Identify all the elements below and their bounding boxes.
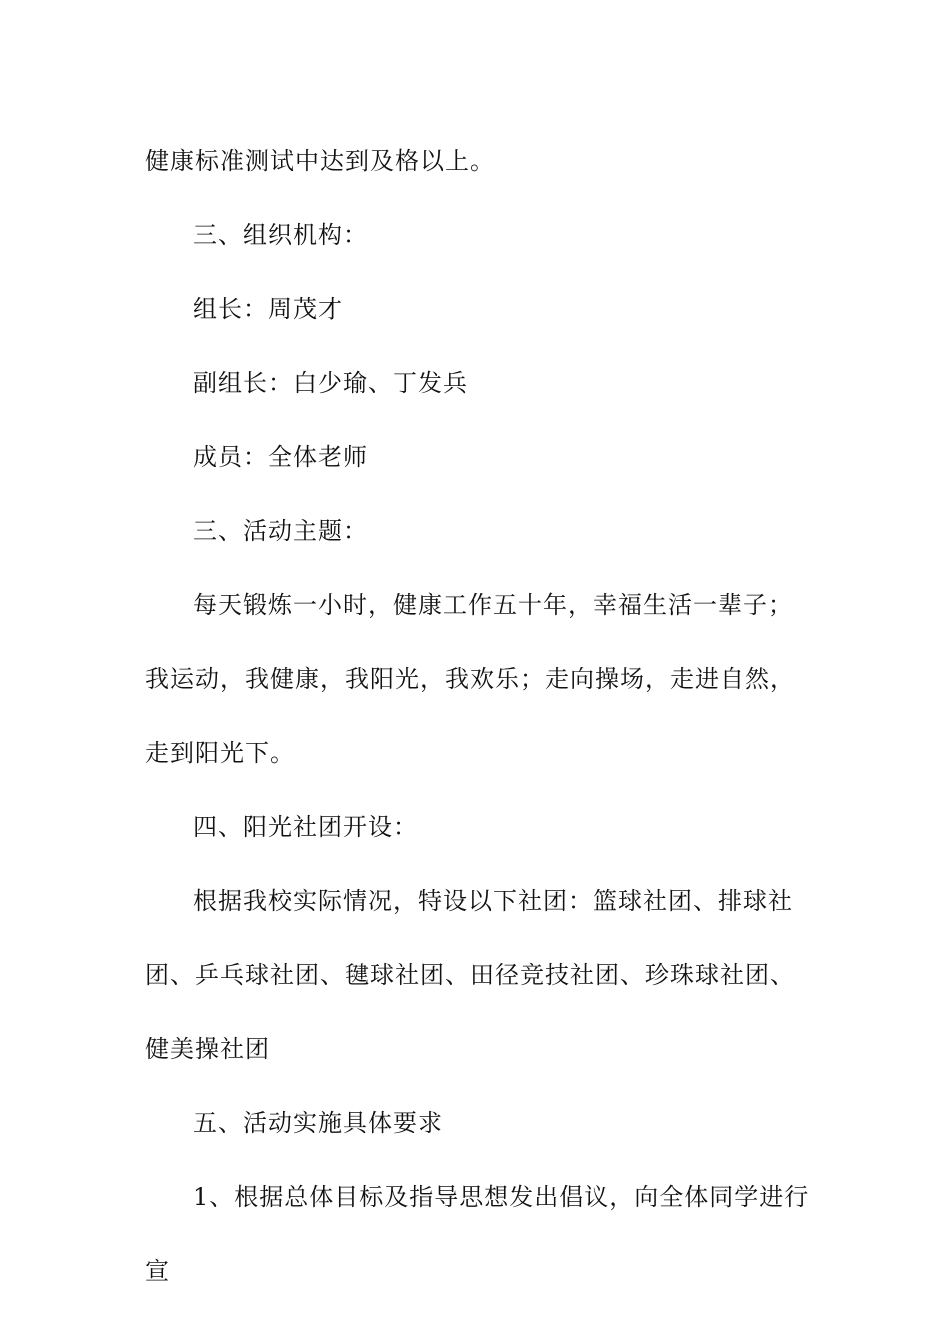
section-heading-theme: 三、活动主题： (193, 517, 368, 545)
section-heading-requirements: 五、活动实施具体要求 (193, 1109, 443, 1137)
paragraph-requirement-1: 1、根据总体目标及指导思想发出倡议，向全体同学进行宣 (145, 1183, 810, 1285)
paragraph-deputy-leader: 副组长：白少瑜、丁发兵 (193, 369, 468, 397)
paragraph-members: 成员：全体老师 (193, 443, 368, 471)
section-heading-organization: 三、组织机构： (193, 221, 368, 249)
paragraph-leader: 组长：周茂才 (193, 295, 343, 323)
paragraph-theme: 每天锻炼一小时，健康工作五十年，幸福生活一辈子；我运动，我健康，我阳光，我欢乐；走向操场，走进自然，走到阳光下。 (145, 591, 795, 767)
paragraph-1: 健康标准测试中达到及格以上。 (145, 147, 495, 175)
paragraph-clubs: 根据我校实际情况，特设以下社团：篮球社团、排球社团、乒乓球社团、毽球社团、田径竞技社团、珍珠球社团、健美操社团 (145, 887, 795, 1063)
section-heading-clubs: 四、阳光社团开设： (193, 813, 418, 841)
document-body (145, 124, 810, 1308)
